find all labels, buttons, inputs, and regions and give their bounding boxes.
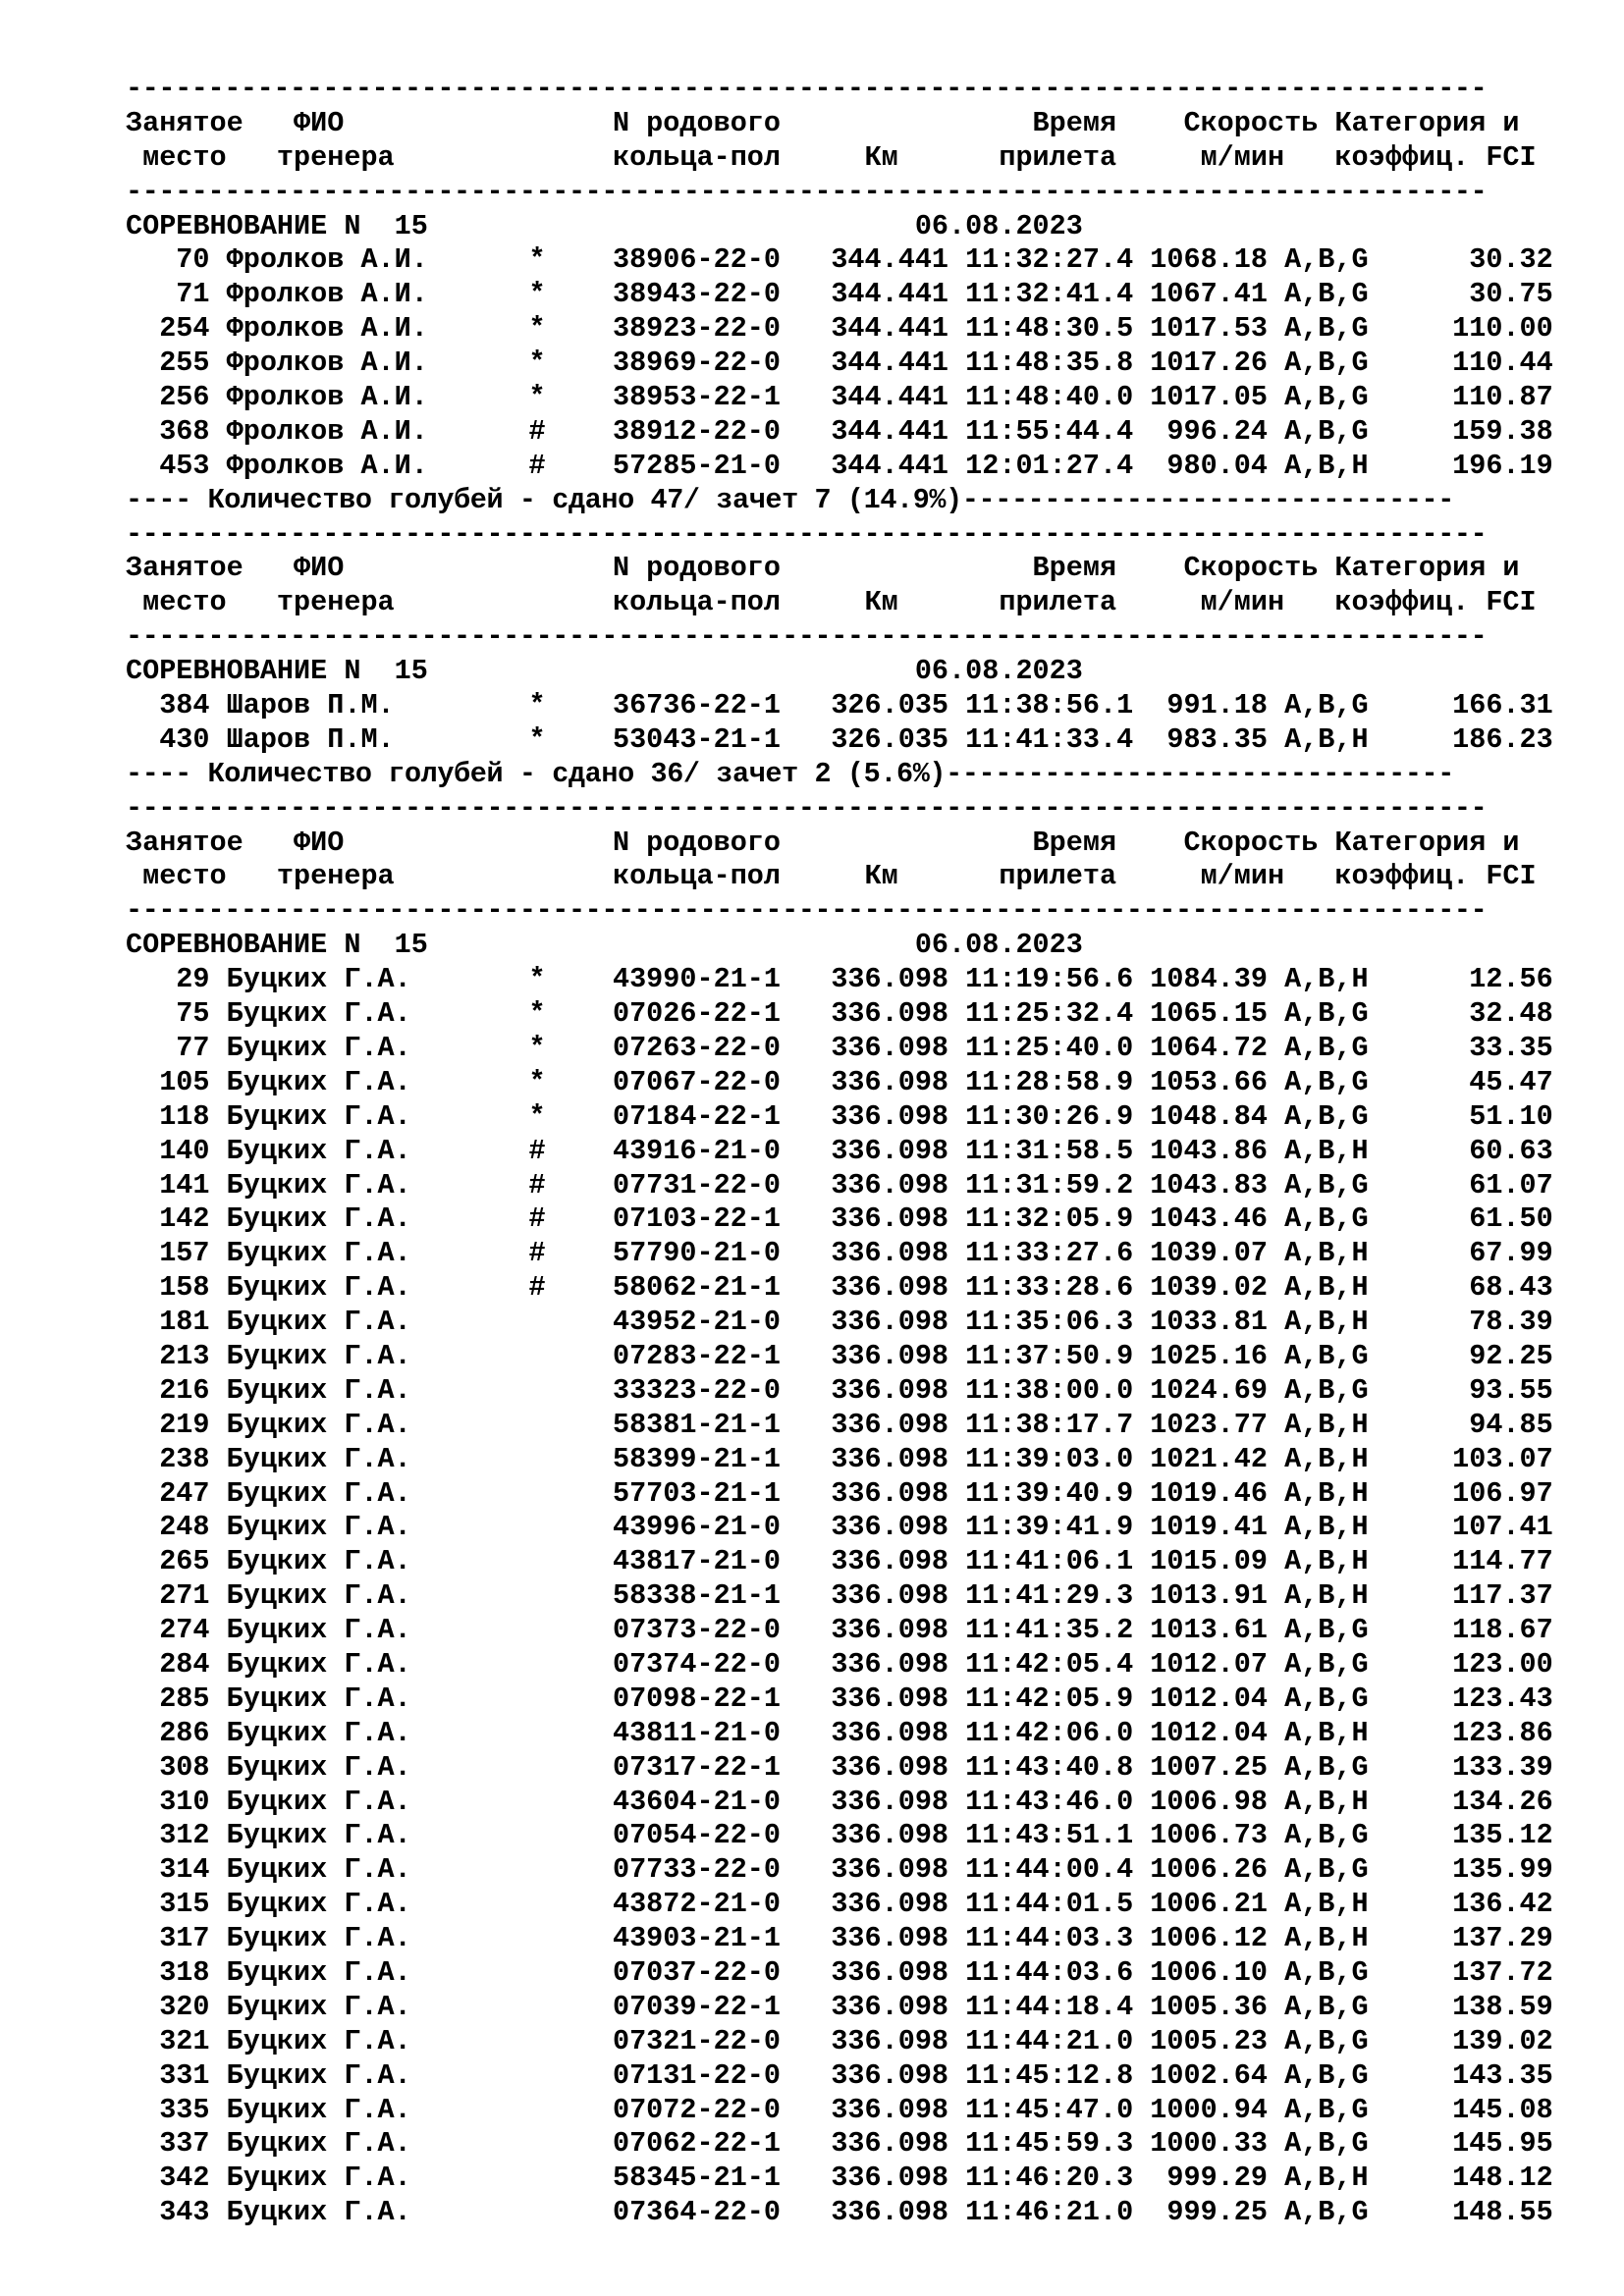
result-row: 286 Буцких Г.А. 43811-21-0 336.098 11:42:06.0 1012.04 A,B,H 123.86: [126, 1716, 1553, 1749]
result-row: 238 Буцких Г.А. 58399-21-1 336.098 11:39:03.0 1021.42 A,B,H 103.07: [126, 1442, 1553, 1475]
result-row: 75 Буцких Г.А. * 07026-22-1 336.098 11:25:32.4 1065.15 A,B,G 32.48: [126, 997, 1553, 1031]
result-row: 181 Буцких Г.А. 43952-21-0 336.098 11:35:06.3 1033.81 A,B,H 78.39: [126, 1306, 1553, 1339]
column-header: место тренера кольца-пол Км прилета м/мин коэффиц. FCI: [126, 140, 1537, 174]
result-row: 70 Фролков А.И. * 38906-22-0 344.441 11:32:27.4 1068.18 A,B,G 30.32: [126, 243, 1553, 277]
column-header: Занятое ФИО N родового Время Скорость Категория и: [126, 826, 1520, 859]
column-header: Занятое ФИО N родового Время Скорость Категория и: [126, 552, 1520, 585]
result-row: 312 Буцких Г.А. 07054-22-0 336.098 11:43:51.1 1006.73 A,B,G 135.12: [126, 1819, 1553, 1852]
competition-line: СОРЕВНОВАНИЕ N 15 06.08.2023: [126, 655, 1083, 688]
result-row: 77 Буцких Г.А. * 07263-22-0 336.098 11:25:40.0 1064.72 A,B,G 33.35: [126, 1031, 1553, 1064]
result-row: 255 Фролков А.И. * 38969-22-0 344.441 11:48:35.8 1017.26 A,B,G 110.44: [126, 347, 1553, 380]
result-row: 141 Буцких Г.А. # 07731-22-0 336.098 11:31:59.2 1043.83 A,B,G 61.07: [126, 1168, 1553, 1201]
result-row: 105 Буцких Г.А. * 07067-22-0 336.098 11:28:58.9 1053.66 A,B,G 45.47: [126, 1065, 1553, 1098]
result-row: 256 Фролков А.И. * 38953-22-1 344.441 11:48:40.0 1017.05 A,B,G 110.87: [126, 381, 1553, 414]
results-report: [126, 73, 1598, 2230]
result-row: 320 Буцких Г.А. 07039-22-1 336.098 11:44:18.4 1005.36 A,B,G 138.59: [126, 1990, 1553, 2023]
rule-line: -----------------------------------------------------------------------------------: [126, 73, 1488, 105]
result-row: 219 Буцких Г.А. 58381-21-1 336.098 11:38:17.7 1023.77 A,B,H 94.85: [126, 1408, 1553, 1441]
competition-line: СОРЕВНОВАНИЕ N 15 06.08.2023: [126, 929, 1083, 962]
rule-line: -----------------------------------------------------------------------------------: [126, 517, 1488, 551]
result-row: 158 Буцких Г.А. # 58062-21-1 336.098 11:33:28.6 1039.02 A,B,H 68.43: [126, 1271, 1553, 1305]
result-row: 216 Буцких Г.А. 33323-22-0 336.098 11:38:00.0 1024.69 A,B,G 93.55: [126, 1373, 1553, 1407]
result-row: 453 Фролков А.И. # 57285-21-0 344.441 12:01:27.4 980.04 A,B,H 196.19: [126, 449, 1553, 482]
column-header: Занятое ФИО N родового Время Скорость Категория и: [126, 106, 1520, 139]
competition-line: СОРЕВНОВАНИЕ N 15 06.08.2023: [126, 209, 1083, 242]
result-row: 342 Буцких Г.А. 58345-21-1 336.098 11:46:20.3 999.29 A,B,H 148.12: [126, 2162, 1553, 2195]
result-row: 142 Буцких Г.А. # 07103-22-1 336.098 11:32:05.9 1043.46 A,B,G 61.50: [126, 1202, 1553, 1236]
result-row: 310 Буцких Г.А. 43604-21-0 336.098 11:43:46.0 1006.98 A,B,H 134.26: [126, 1785, 1553, 1818]
result-row: 157 Буцких Г.А. # 57790-21-0 336.098 11:33:27.6 1039.07 A,B,H 67.99: [126, 1237, 1553, 1270]
result-row: 337 Буцких Г.А. 07062-22-1 336.098 11:45:59.3 1000.33 A,B,G 145.95: [126, 2127, 1553, 2161]
result-row: 430 Шаров П.М. * 53043-21-1 326.035 11:41:33.4 983.35 A,B,H 186.23: [126, 722, 1553, 756]
result-row: 274 Буцких Г.А. 07373-22-0 336.098 11:41:35.2 1013.61 A,B,G 118.67: [126, 1614, 1553, 1647]
result-row: 331 Буцких Г.А. 07131-22-0 336.098 11:45:12.8 1002.64 A,B,G 143.35: [126, 2058, 1553, 2092]
column-header: место тренера кольца-пол Км прилета м/мин коэффиц. FCI: [126, 586, 1537, 619]
result-row: 314 Буцких Г.А. 07733-22-0 336.098 11:44:00.4 1006.26 A,B,G 135.99: [126, 1853, 1553, 1887]
result-row: 335 Буцких Г.А. 07072-22-0 336.098 11:45:47.0 1000.94 A,B,G 145.08: [126, 2093, 1553, 2126]
result-row: 285 Буцких Г.А. 07098-22-1 336.098 11:42:05.9 1012.04 A,B,G 123.43: [126, 1682, 1553, 1715]
result-row: 368 Фролков А.И. # 38912-22-0 344.441 11:55:44.4 996.24 A,B,G 159.38: [126, 414, 1553, 448]
result-row: 248 Буцких Г.А. 43996-21-0 336.098 11:39:41.9 1019.41 A,B,H 107.41: [126, 1511, 1553, 1544]
result-row: 254 Фролков А.И. * 38923-22-0 344.441 11:48:30.5 1017.53 A,B,G 110.00: [126, 312, 1553, 346]
rule-line: -----------------------------------------------------------------------------------: [126, 894, 1488, 928]
summary-line: ---- Количество голубей - сдано 47/ зачет 7 (14.9%)------------------------------: [126, 483, 1454, 516]
column-header: место тренера кольца-пол Км прилета м/мин коэффиц. FCI: [126, 860, 1537, 893]
result-row: 213 Буцких Г.А. 07283-22-1 336.098 11:37:50.9 1025.16 A,B,G 92.25: [126, 1339, 1553, 1372]
result-row: 315 Буцких Г.А. 43872-21-0 336.098 11:44:01.5 1006.21 A,B,H 136.42: [126, 1888, 1553, 1921]
result-row: 265 Буцких Г.А. 43817-21-0 336.098 11:41:06.1 1015.09 A,B,H 114.77: [126, 1545, 1553, 1578]
rule-line: -----------------------------------------------------------------------------------: [126, 791, 1488, 825]
result-row: 318 Буцких Г.А. 07037-22-0 336.098 11:44:03.6 1006.10 A,B,G 137.72: [126, 1955, 1553, 1989]
rule-line: -----------------------------------------------------------------------------------: [126, 175, 1488, 208]
result-row: 118 Буцких Г.А. * 07184-22-1 336.098 11:30:26.9 1048.84 A,B,G 51.10: [126, 1099, 1553, 1133]
result-row: 384 Шаров П.М. * 36736-22-1 326.035 11:38:56.1 991.18 A,B,G 166.31: [126, 689, 1553, 722]
result-row: 317 Буцких Г.А. 43903-21-1 336.098 11:44:03.3 1006.12 A,B,H 137.29: [126, 1922, 1553, 1955]
result-row: 284 Буцких Г.А. 07374-22-0 336.098 11:42:05.4 1012.07 A,B,G 123.00: [126, 1647, 1553, 1681]
result-row: 271 Буцких Г.А. 58338-21-1 336.098 11:41:29.3 1013.91 A,B,H 117.37: [126, 1579, 1553, 1613]
result-row: 140 Буцких Г.А. # 43916-21-0 336.098 11:31:58.5 1043.86 A,B,H 60.63: [126, 1134, 1553, 1167]
result-row: 29 Буцких Г.А. * 43990-21-1 336.098 11:19:56.6 1084.39 A,B,H 12.56: [126, 963, 1553, 996]
rule-line: -----------------------------------------------------------------------------------: [126, 620, 1488, 654]
result-row: 343 Буцких Г.А. 07364-22-0 336.098 11:46:21.0 999.25 A,B,G 148.55: [126, 2196, 1553, 2229]
result-row: 71 Фролков А.И. * 38943-22-0 344.441 11:32:41.4 1067.41 A,B,G 30.75: [126, 278, 1553, 311]
result-row: 308 Буцких Г.А. 07317-22-1 336.098 11:43:40.8 1007.25 A,B,G 133.39: [126, 1750, 1553, 1784]
result-row: 321 Буцких Г.А. 07321-22-0 336.098 11:44:21.0 1005.23 A,B,G 139.02: [126, 2024, 1553, 2057]
summary-line: ---- Количество голубей - сдано 36/ зачет 2 (5.6%)-------------------------------: [126, 757, 1454, 790]
result-row: 247 Буцких Г.А. 57703-21-1 336.098 11:39:40.9 1019.46 A,B,H 106.97: [126, 1476, 1553, 1510]
